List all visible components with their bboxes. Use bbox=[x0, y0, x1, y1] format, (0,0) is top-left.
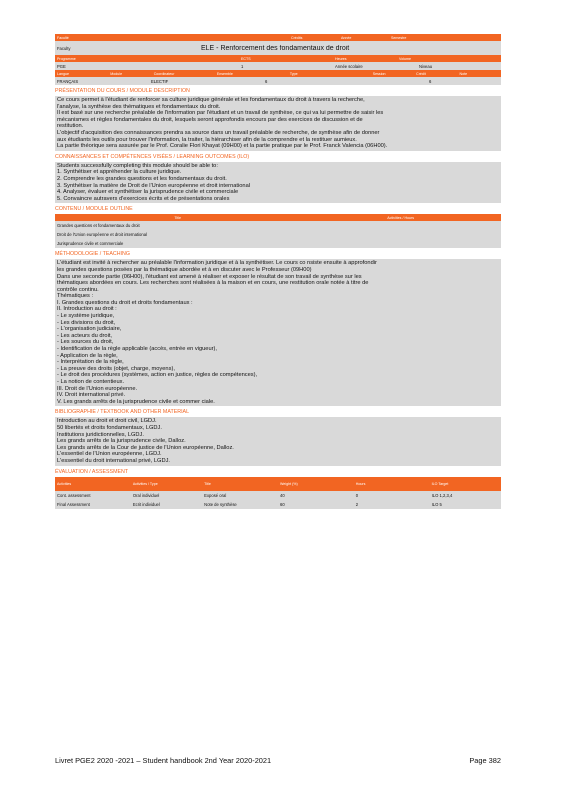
header-label: Session bbox=[372, 71, 386, 76]
text-line: IV. Droit international privé. bbox=[57, 392, 126, 399]
column-header: Hours bbox=[354, 477, 430, 491]
column-header: Activities bbox=[55, 477, 131, 491]
text-line: 1. Synthétiser et appréhender la culture juridique. bbox=[57, 169, 182, 176]
module-type-value: ELECTIF bbox=[151, 78, 169, 84]
text-line: II. Introduction au droit : bbox=[57, 306, 117, 313]
text-line: L'essentiel de l'Union européenne, LGDJ. bbox=[57, 451, 162, 458]
text-line: L'étudiant est invité à rechercher au préalable l'information juridique et à la synthétiser. Le cours co nsiste ensuite à approfondir bbox=[57, 260, 377, 267]
text-line: - L'organisation judiciaire, bbox=[57, 326, 122, 333]
table-cell: Final Assessment bbox=[55, 500, 131, 509]
methodology-heading: MÉTHODOLOGIE / TEACHING bbox=[55, 251, 130, 258]
text-line: - La preuve des droits (objet, charge, moyens), bbox=[57, 365, 175, 372]
program-value: PGE bbox=[57, 63, 66, 69]
header-label: Type bbox=[289, 71, 298, 76]
column-header: Activities / Type bbox=[131, 477, 202, 491]
text-line: Institutions juridictionnelles, LGDJ. bbox=[57, 431, 144, 438]
bibliography-heading: BIBLIOGRAPHIE / TEXTBOOK AND OTHER MATERIAL bbox=[55, 409, 190, 416]
table-cell bbox=[300, 239, 501, 248]
assessment-table bbox=[55, 477, 501, 509]
course-title: ELE - Renforcement des fondamentaux de droit bbox=[201, 44, 350, 52]
table-cell: ILO 1,2,3,4 bbox=[430, 491, 501, 500]
header-label: Module bbox=[110, 71, 123, 76]
text-line: contrôle continu. bbox=[57, 286, 99, 293]
text-line: l'analyse, la synthèse des thématiques et fondamentaux du droit. bbox=[57, 103, 221, 110]
faculty-value: Faculty bbox=[57, 45, 71, 51]
text-line: 4. Analyser, évaluer et synthétiser la jurisprudence civile et commerciale bbox=[57, 189, 239, 196]
header-label: Note bbox=[459, 71, 468, 76]
text-line: - Les sources du droit, bbox=[57, 339, 114, 346]
table-cell bbox=[300, 221, 501, 230]
text-line: Thématiques : bbox=[57, 293, 94, 300]
text-line: La partie théorique sera assurée par le Prof. Coralie Flori Khayat (09H00) et la partie pratique par le Prof. Franck Valencia (06H00). bbox=[57, 143, 388, 150]
note-value: 6 bbox=[429, 78, 432, 84]
evaluation-heading: ÉVALUATION / ASSESSMENT bbox=[55, 468, 129, 475]
objectives-heading: CONNAISSANCES ET COMPÉTENCES VISÉES / LEARNING OUTCOMES (ILO) bbox=[55, 153, 250, 160]
table-cell: 0 bbox=[354, 491, 430, 500]
table-row bbox=[55, 230, 501, 239]
text-line: - Interprétation de la règle, bbox=[57, 359, 124, 366]
text-line: 3. Synthétiser la matière de Droit de l'Union européenne et droit international bbox=[57, 182, 250, 189]
header-label: Langue bbox=[57, 71, 69, 76]
header-label: Programme bbox=[57, 56, 76, 61]
document-page bbox=[55, 34, 501, 509]
table-cell: ILO 5 bbox=[430, 500, 501, 509]
text-line: Les grands arrêts de la jurisprudence civile, Dalloz. bbox=[57, 438, 186, 445]
table-cell: Ecrit individuel bbox=[131, 500, 202, 509]
header-label: Semestre bbox=[391, 35, 407, 40]
table-cell: 2 bbox=[354, 500, 430, 509]
text-line: 50 libertés et droits fondamentaux, LGDJ. bbox=[57, 424, 162, 431]
methodology-text bbox=[55, 259, 501, 406]
table-row bbox=[55, 500, 501, 509]
text-line: - Le droit des procédures (systèmes, action en justice, règles de compétences), bbox=[57, 372, 258, 379]
table-cell: Jurisprudence civile et commerciale bbox=[55, 239, 300, 248]
year-value: Année scolaire bbox=[335, 63, 363, 69]
column-header: Title bbox=[55, 214, 300, 221]
page-footer bbox=[55, 756, 501, 765]
header-label: Ensemble bbox=[216, 71, 233, 76]
table-cell: 60 bbox=[278, 500, 354, 509]
text-line: 5. Convaincre autravers d'exercices écrits et de présentations orales bbox=[57, 195, 230, 202]
text-line: III. Droit de l'Union européenne. bbox=[57, 385, 138, 392]
outline-table bbox=[55, 214, 501, 248]
header-row-3 bbox=[55, 55, 501, 62]
text-line: L'essentiel du droit international privé, LGDJ. bbox=[57, 457, 171, 464]
header-label: Volume bbox=[399, 56, 411, 61]
page-number: Page 382 bbox=[469, 756, 501, 765]
text-line: Les grands arrêts de la Cour de justice de l'Union européenne, Dalloz. bbox=[57, 444, 234, 451]
bibliography-text bbox=[55, 417, 501, 465]
text-line: restitution. bbox=[57, 123, 84, 130]
text-line: Il est basé sur une recherche préalable de l'information par l'étudiant et un travail de synthèse, ce qui va lui permettre de saisir les bbox=[57, 110, 384, 117]
header-row-1 bbox=[55, 34, 501, 41]
text-line: - Les acteurs du droit, bbox=[57, 332, 113, 339]
table-cell: Cont. assessment bbox=[55, 491, 131, 500]
presentation-heading: PRÉSENTATION DU COURS / MODULE DESCRIPTION bbox=[55, 88, 190, 94]
ects-value: 1 bbox=[241, 63, 244, 69]
column-header: Title bbox=[202, 477, 278, 491]
text-line: I. Grandes questions du droit et droits fondamentaux : bbox=[57, 299, 193, 306]
header-label: Coordinateur bbox=[153, 71, 175, 76]
text-line: L'objectif d'acquisition des connaissances prendra sa source dans un travail préalable de recherche, de synthèse afin de donner bbox=[57, 129, 380, 136]
text-line: V. Les grands arrêts de la jurisprudence civile et commer ciale. bbox=[57, 398, 215, 405]
text-line: Ce cours permet à l'étudiant de renforcer sa culture juridique générale et les fondamentaux du droit à travers la recherche, bbox=[57, 97, 365, 103]
table-cell: 40 bbox=[278, 491, 354, 500]
text-line: Students successfully completing this module should be able to: bbox=[57, 162, 218, 169]
text-line: les grandes questions posées par la thématique abordée et à en discuter avec le Professeur (09H00) bbox=[57, 266, 312, 273]
header-row-4 bbox=[55, 62, 501, 70]
table-cell: Oral individuel bbox=[131, 491, 202, 500]
column-header: Activities / Hours bbox=[300, 214, 501, 221]
text-line: thématiques abordées en cours. Les recherches sont réalisées à la maison et en cours, une restitution orale notée à titre de bbox=[57, 280, 369, 287]
text-line: - Les divisions du droit, bbox=[57, 319, 116, 326]
column-header: Weight (%) bbox=[278, 477, 354, 491]
text-line: - Le système juridique, bbox=[57, 313, 115, 320]
header-row-2 bbox=[55, 41, 501, 55]
header-label: ECTS bbox=[241, 56, 251, 61]
outline-heading: CONTENU / MODULE OUTLINE bbox=[55, 206, 133, 213]
header-row-5 bbox=[55, 70, 501, 77]
text-line: aux étudiants les outils pour trouver l'information, la traiter, la hiérarchiser afin de la comprendre et la restituer aumieux. bbox=[57, 136, 357, 143]
column-header: ILO Target bbox=[430, 477, 501, 491]
text-line: - La notion de contentieux. bbox=[57, 379, 125, 385]
credits-value: 6 bbox=[265, 78, 268, 84]
text-line: Dans une seconde partie (06H00), l'étudiant est amené à réaliser et exposer le résultat de son travail de synthèse sur les bbox=[57, 273, 362, 280]
header-row-6 bbox=[55, 77, 501, 85]
header-label: Crédits bbox=[291, 35, 303, 40]
table-row bbox=[55, 221, 501, 230]
text-line: mécanismes et règles fondamentales du droit, lesquels seront approfondis encours par des exercices de discussion et de bbox=[57, 116, 363, 123]
level-value: Niveau bbox=[419, 63, 433, 69]
header-label: Heures bbox=[335, 56, 347, 61]
objectives-text bbox=[55, 162, 501, 204]
header-label: Faculté bbox=[57, 35, 69, 40]
table-row bbox=[55, 239, 501, 248]
text-line: - Application de la règle, bbox=[57, 352, 118, 359]
footer-handbook-title: Livret PGE2 2020 -2021 – Student handbook 2nd Year 2020-2021 bbox=[55, 756, 272, 765]
presentation-text bbox=[55, 96, 501, 151]
text-line: Introduction au droit et droit civil, LGDJ. bbox=[57, 418, 157, 425]
table-row bbox=[55, 491, 501, 500]
table-cell bbox=[300, 230, 501, 239]
header-label: Crédit bbox=[416, 71, 426, 76]
table-cell: Exposé oral bbox=[202, 491, 278, 500]
text-line: 2. Comprendre les grandes questions et les fondamentaux du droit. bbox=[57, 175, 227, 182]
table-cell: Droit de l'Union européenne et droit international bbox=[55, 230, 300, 239]
table-cell: Note de synthèse bbox=[202, 500, 278, 509]
language-value: FRANÇAIS bbox=[57, 78, 79, 84]
header-label: Année bbox=[341, 35, 352, 40]
table-cell: Grandes questions et fondamentaux du droit bbox=[55, 221, 300, 230]
text-line: - Identification de la règle applicable (accès, entrée en vigueur), bbox=[57, 346, 217, 353]
